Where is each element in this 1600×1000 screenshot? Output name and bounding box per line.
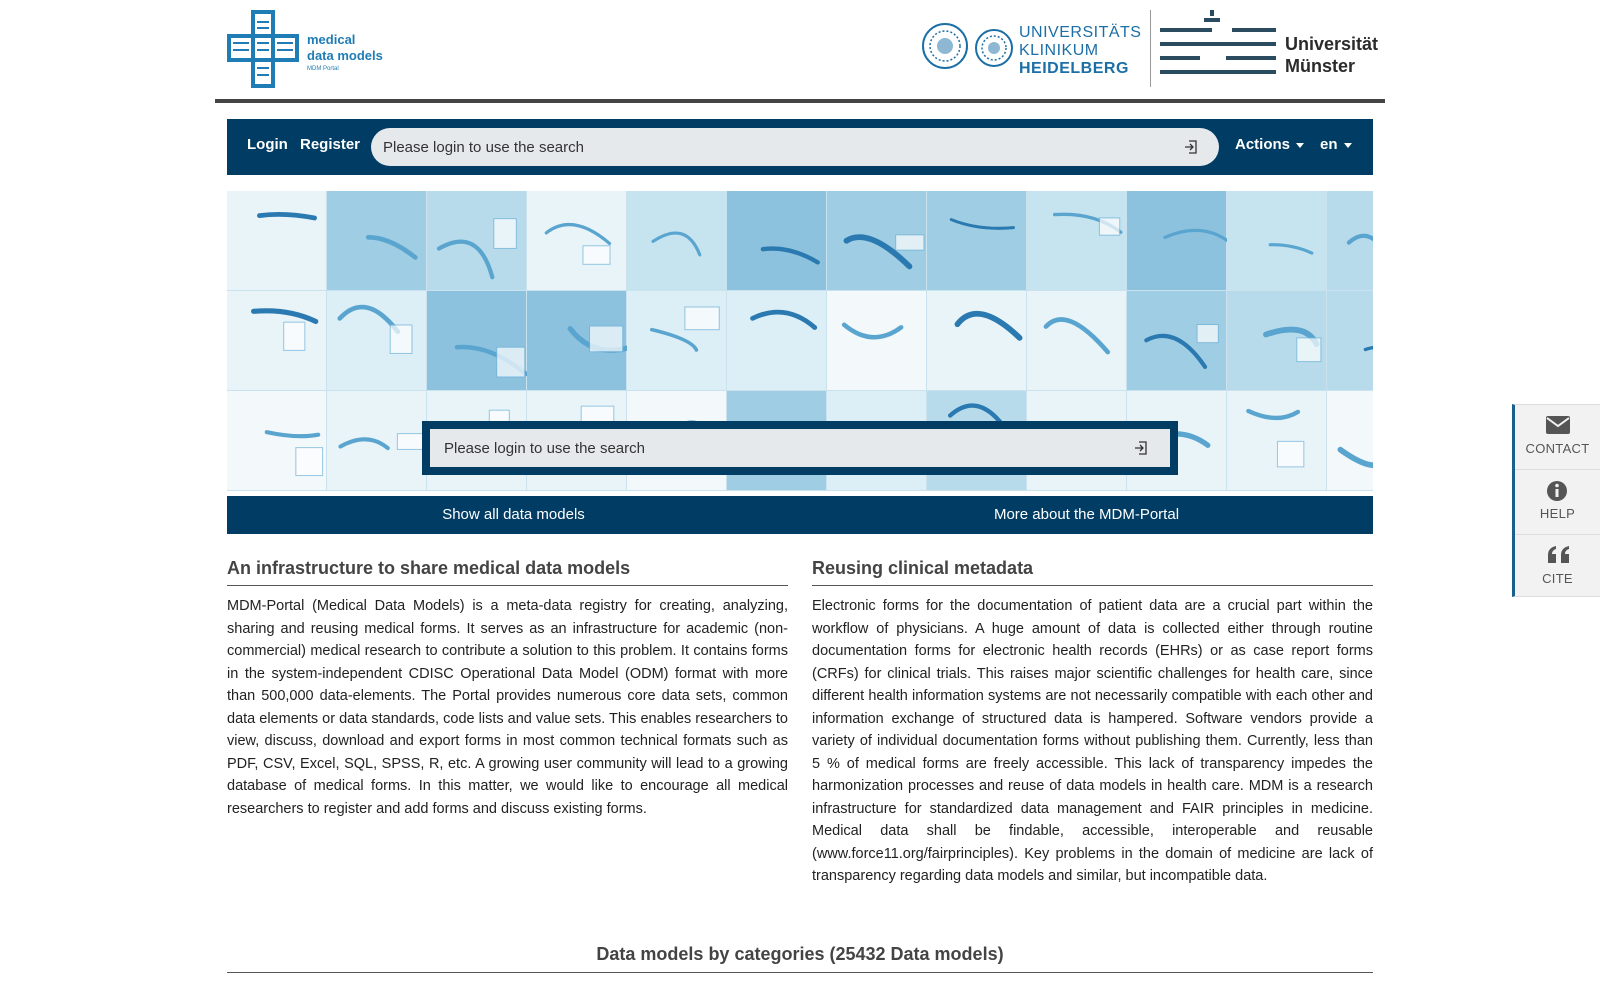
mdm-logo-line3: MDM Portal	[307, 66, 339, 72]
wwu-logo-text	[1285, 33, 1378, 77]
login-icon[interactable]	[1133, 440, 1149, 456]
help-button[interactable]	[1515, 470, 1600, 534]
navbar-search-input[interactable]	[383, 128, 1163, 166]
header-divider	[1150, 10, 1151, 87]
ukhd-line3: HEIDELBERG	[1019, 60, 1129, 77]
ukhd-seal-icon	[922, 20, 1017, 72]
main-navbar	[227, 119, 1373, 175]
cite-label: CITE	[1542, 571, 1573, 586]
reusing-metadata-title: Reusing clinical metadata	[812, 558, 1373, 586]
show-all-data-models-button[interactable]: Show all data models	[442, 506, 585, 523]
collage-tile	[927, 191, 1026, 290]
info-icon	[1546, 480, 1568, 502]
collage-tile-detail	[896, 235, 924, 250]
site-header	[215, 0, 1385, 103]
collage-tile-detail	[497, 347, 525, 377]
collage-tile	[727, 291, 826, 390]
ukhd-logo[interactable]	[922, 20, 1147, 80]
ukhd-line1: UNIVERSITÄTS	[1019, 24, 1142, 41]
contact-button[interactable]	[1515, 405, 1600, 469]
collage-tile	[527, 191, 626, 290]
chevron-down-icon	[1296, 143, 1304, 148]
actions-dropdown[interactable]	[1235, 136, 1304, 153]
collage-tile-detail	[1099, 218, 1119, 235]
reusing-metadata-text: Electronic forms for the documentation of patient data are a crucial part within the workflow of physicians. A huge amount of data is collected either through routine documentation forms for electronic health records (EHRs) or as case report forms (CRFs) for clinical trials. This raises major scientific challenges for health care, since different health information systems are not necessarily compatible with each other and information exchange of structured data is hampered. Software vendors provide a variety of individual documentation forms without publishing them. Currently, less than 5 % of medical forms are freely accessible. This lack of transparency impedes the harmonization processes and reuse of data models in health care. MDM is a research infrastructure for standardized data management and FAIR principles in medicine. Medical data shall be findable, accessible, interoperable and reusable (www.force11.org/fairprinciples). Key problems in the domain of medicine are lack of transparency regarding data models and similar, but incompatible data.	[812, 598, 1373, 884]
infrastructure-title: An infrastructure to share medical data models	[227, 558, 788, 586]
collage-tile	[927, 291, 1026, 390]
collage-tile-detail	[583, 246, 610, 265]
mdm-logo-line2: data models	[307, 48, 383, 63]
collage-tile-detail	[284, 322, 305, 350]
actions-label: Actions	[1235, 136, 1291, 153]
register-link[interactable]: Register	[300, 136, 361, 153]
wwu-logo-icon	[1160, 10, 1280, 80]
collage-tile-detail	[685, 307, 719, 330]
collage-tile	[1327, 291, 1373, 390]
hero-search	[422, 421, 1178, 475]
language-dropdown[interactable]	[1320, 136, 1352, 153]
hero-action-bar	[227, 496, 1373, 534]
categories-heading: Data models by categories (25432 Data models)	[227, 944, 1373, 973]
collage-tile	[327, 191, 426, 290]
quote-icon	[1546, 545, 1572, 565]
navbar-search	[371, 128, 1219, 166]
collage-tile	[1227, 391, 1326, 490]
chevron-down-icon	[1344, 143, 1352, 148]
collage-tile-detail	[1297, 338, 1321, 362]
infrastructure-section	[227, 558, 788, 820]
collage-tile	[827, 291, 926, 390]
mdm-logo-line1: medical	[307, 32, 356, 47]
collage-tile-detail	[296, 448, 323, 476]
hero-banner	[227, 191, 1373, 491]
side-panel	[1512, 404, 1600, 597]
collage-tile-detail	[1277, 441, 1303, 467]
hero-search-input[interactable]	[444, 429, 1124, 467]
mdm-logo[interactable]	[227, 10, 397, 90]
cite-button[interactable]	[1515, 535, 1600, 599]
wwu-line2: Münster	[1285, 56, 1356, 76]
ukhd-line2: KLINIKUM	[1019, 42, 1099, 59]
collage-tile-detail	[390, 325, 412, 353]
collage-tile	[1127, 191, 1226, 290]
wwu-line1: Universität	[1285, 34, 1379, 54]
collage-tile	[627, 191, 726, 290]
hero-search-box	[430, 429, 1170, 467]
collage-tile-detail	[494, 219, 517, 249]
collage-tile	[1227, 191, 1326, 290]
collage-tile	[1027, 291, 1126, 390]
mdm-logo-icon	[227, 10, 299, 88]
collage-tile	[227, 291, 326, 390]
collage-tile-detail	[1197, 325, 1218, 343]
collage-tile	[1327, 391, 1373, 490]
collage-tile-detail	[590, 326, 623, 352]
collage-tile	[227, 191, 326, 290]
language-label: en	[1320, 136, 1338, 153]
help-label: HELP	[1539, 506, 1576, 521]
collage-tile	[627, 291, 726, 390]
infrastructure-text: MDM-Portal (Medical Data Models) is a meta-data registry for creating, analyzing, sharing and reusing medical forms. It serves as an infrastructure for academic (non-commercial) medical research to contribute a solution to this problem. It contains forms in the system-independent CDISC Operational Data Model (ODM) format with more than 500,000 data-elements. The Portal provides numerous core data sets, common data elements or data standards, code lists and value sets. This enables researchers to view, discuss, download and export forms in most common technical formats such as PDF, CSV, Excel, SQL, SPSS, R, etc. A growing user community will lead to a growing database of medical forms. In this matter, we would like to encourage all medical researchers to register and add forms and discuss existing forms.	[227, 598, 788, 817]
login-icon[interactable]	[1183, 139, 1199, 155]
mdm-logo-text	[307, 32, 383, 74]
login-link[interactable]: Login	[247, 136, 288, 153]
collage-tile	[1027, 191, 1126, 290]
envelope-icon	[1546, 415, 1570, 435]
collage-tile	[727, 191, 826, 290]
more-about-portal-button[interactable]: More about the MDM-Portal	[993, 506, 1180, 523]
reusing-metadata-section	[812, 558, 1373, 888]
ukhd-logo-text	[1019, 24, 1141, 78]
contact-label: CONTACT	[1525, 441, 1590, 456]
wwu-logo[interactable]	[1160, 10, 1385, 80]
